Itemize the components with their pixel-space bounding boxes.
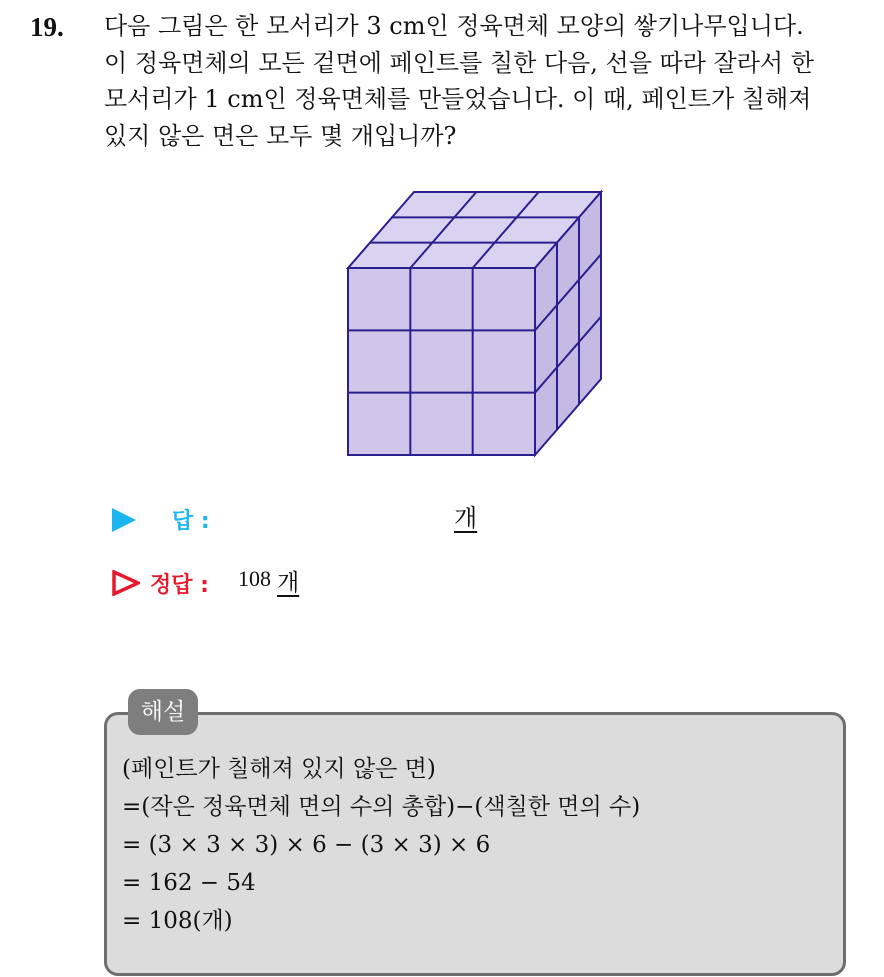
question-line: 이 정육면체의 모든 겉면에 페인트를 칠한 다음, 선을 따라 잘라서 한 (104, 48, 814, 77)
correct-answer-value: 108 (238, 566, 271, 591)
cube-figure (340, 186, 630, 466)
question-text (104, 8, 874, 154)
question-line: 다음 그림은 한 모서리가 3 cm인 정육면체 모양의 쌓기나무입니다. (104, 12, 804, 40)
explanation-line: = (3 × 3 × 3) × 6 − (3 × 3) × 6 (122, 832, 491, 858)
explanation-line: = 162 − 54 (122, 870, 256, 896)
question-line: 모서리가 1 cm인 정육면체를 만들었습니다. 이 때, 페인트가 칠해져 (104, 85, 812, 113)
question-number: 19. (30, 12, 64, 42)
answer-row (112, 500, 612, 540)
answer-arrow-icon (112, 508, 136, 532)
explanation-line: (페인트가 칠해져 있지 않은 면) (122, 756, 436, 782)
answer-unit[interactable]: 개 (454, 504, 478, 532)
cube-front-face (348, 268, 535, 455)
question-line: 있지 않은 면은 모두 몇 개입니까? (104, 121, 457, 150)
answer-label: 답 : (172, 509, 210, 534)
correct-answer-label: 정답 : (150, 573, 209, 598)
outline-arrow-icon (112, 570, 140, 596)
explanation-line: =(작은 정육면체 면의 수의 총합)−(색칠한 면의 수) (122, 794, 641, 820)
correct-answer-unit: 개 (277, 570, 300, 596)
explanation-line: = 108(개) (122, 908, 233, 934)
correct-answer-row (112, 564, 612, 604)
explanation-text (122, 750, 640, 940)
explanation-tag: 해설 (128, 689, 198, 735)
